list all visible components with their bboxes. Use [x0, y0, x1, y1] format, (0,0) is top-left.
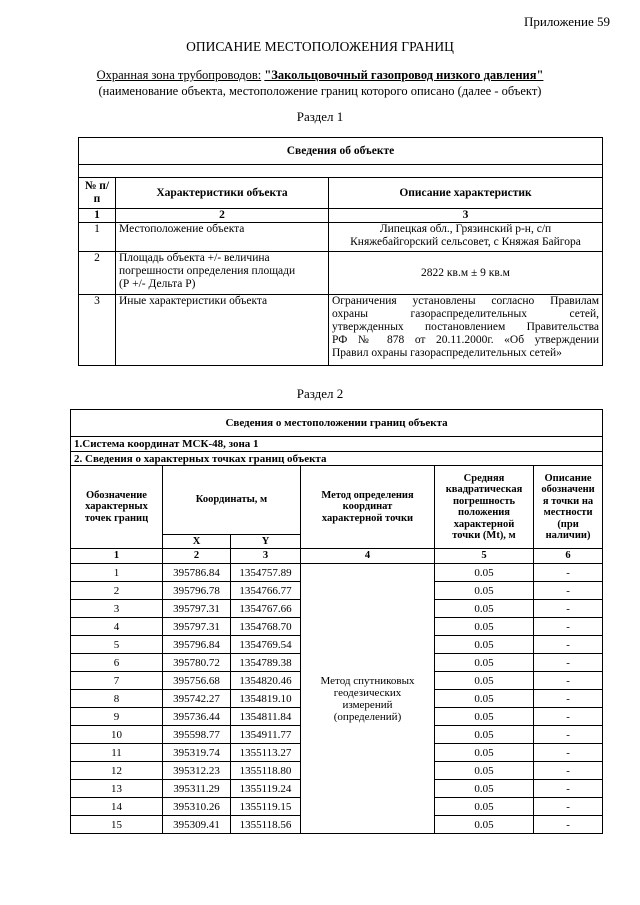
coord-x: 395736.44	[163, 708, 231, 726]
row-description	[329, 223, 603, 252]
coord-y: 1354811.84	[231, 708, 301, 726]
zone-line	[0, 68, 640, 83]
point-error: 0.05	[435, 762, 534, 780]
header-x: X	[163, 535, 231, 549]
point-error: 0.05	[435, 690, 534, 708]
point-description: -	[534, 636, 603, 654]
text-line: (определений)	[333, 710, 402, 723]
col-num: 4	[301, 549, 435, 564]
point-number: 15	[71, 816, 163, 834]
point-description: -	[534, 780, 603, 798]
coord-y: 1354766.77	[231, 582, 301, 600]
zone-note: (наименование объекта, местоположение границ которого описано (далее - объект)	[98, 84, 542, 98]
text-line: Метод спутниковых	[320, 674, 415, 687]
object-info-table	[78, 137, 603, 366]
text-line: обозначени	[541, 484, 595, 495]
point-number: 7	[71, 672, 163, 690]
header-description: Описание характеристик	[329, 178, 603, 209]
point-number: 2	[71, 582, 163, 600]
text-line: Описание	[544, 472, 592, 484]
row-num: 2	[79, 252, 116, 295]
coord-x: 395756.68	[163, 672, 231, 690]
point-description: -	[534, 618, 603, 636]
coord-x: 395312.23	[163, 762, 231, 780]
object-info-title: Сведения об объекте	[79, 138, 603, 165]
coord-x: 395796.84	[163, 636, 231, 654]
zone-label: Охранная зона трубопроводов:	[96, 68, 262, 82]
coord-y: 1355119.15	[231, 798, 301, 816]
section2-title: Раздел 2	[296, 386, 344, 401]
point-description: -	[534, 744, 603, 762]
text-line: я точки на	[542, 495, 594, 507]
point-number: 10	[71, 726, 163, 744]
header-coordinates: Координаты, м	[163, 466, 301, 535]
col-num: 1	[71, 549, 163, 564]
col-num: 5	[435, 549, 534, 564]
coord-x: 395309.41	[163, 816, 231, 834]
point-number: 4	[71, 618, 163, 636]
text-line: точки (Mt), м	[452, 530, 516, 541]
row-num: 3	[79, 295, 116, 366]
text-line: координат	[342, 501, 393, 513]
coord-y: 1354911.77	[231, 726, 301, 744]
text-line: утвержденных постановлением Правительства	[332, 321, 599, 333]
point-description: -	[534, 762, 603, 780]
coord-y: 1354767.66	[231, 600, 301, 618]
text-line: Княжебайгорский сельсовет, с Княжая Байгора	[350, 236, 581, 248]
col-num: 2	[163, 549, 231, 564]
text-line: характерной точки	[321, 512, 414, 524]
point-description: -	[534, 708, 603, 726]
point-number: 3	[71, 600, 163, 618]
section1-title: Раздел 1	[296, 109, 344, 124]
coordinate-system: 1.Система координат МСК-48, зона 1	[71, 437, 603, 452]
row-characteristic: Иные характеристики объекта	[116, 295, 329, 366]
row-description	[329, 295, 603, 366]
coord-x: 395797.31	[163, 618, 231, 636]
coord-x: 395797.31	[163, 600, 231, 618]
col-num: 3	[329, 209, 603, 223]
coord-x: 395319.74	[163, 744, 231, 762]
coord-x: 395598.77	[163, 726, 231, 744]
text-line: местности	[543, 507, 593, 518]
text-line: геодезических	[333, 686, 402, 699]
point-number: 9	[71, 708, 163, 726]
text-line: Средняя	[463, 472, 505, 484]
row-characteristic: Местоположение объекта	[116, 223, 329, 252]
header-designation	[71, 466, 163, 549]
boundary-points-table	[70, 409, 603, 834]
point-description: -	[534, 564, 603, 582]
point-number: 11	[71, 744, 163, 762]
coord-x: 395742.27	[163, 690, 231, 708]
text-line: Метод определения	[321, 489, 414, 501]
point-error: 0.05	[435, 744, 534, 762]
point-description: -	[534, 582, 603, 600]
row-description: 2822 кв.м ± 9 кв.м	[329, 252, 603, 295]
text-line: Липецкая обл., Грязинский р-н, с/п	[379, 223, 552, 235]
point-error: 0.05	[435, 672, 534, 690]
coord-y: 1354819.10	[231, 690, 301, 708]
coord-y: 1355118.56	[231, 816, 301, 834]
text-line: охраны газораспределительных сетей,	[332, 308, 599, 320]
point-error: 0.05	[435, 654, 534, 672]
coord-y: 1354769.54	[231, 636, 301, 654]
col-num: 2	[116, 209, 329, 223]
point-description: -	[534, 798, 603, 816]
text-line: погрешности определения площади	[119, 265, 296, 277]
header-error	[435, 466, 534, 549]
row-num: 1	[79, 223, 116, 252]
point-error: 0.05	[435, 600, 534, 618]
col-num: 3	[231, 549, 301, 564]
zone-name: "Закольцовочный газопровод низкого давления"	[264, 68, 544, 82]
coord-y: 1355119.24	[231, 780, 301, 798]
point-error: 0.05	[435, 564, 534, 582]
boundary-table-title: Сведения о местоположении границ объекта	[71, 410, 603, 437]
text-line: квадратическая	[445, 484, 523, 495]
point-description: -	[534, 672, 603, 690]
table-row	[71, 564, 603, 582]
point-number: 1	[71, 564, 163, 582]
document-title: ОПИСАНИЕ МЕСТОПОЛОЖЕНИЯ ГРАНИЦ	[186, 39, 454, 54]
header-y: Y	[231, 535, 301, 549]
text-line: положения	[458, 507, 510, 518]
coord-y: 1355113.27	[231, 744, 301, 762]
header-method	[301, 466, 435, 549]
point-error: 0.05	[435, 708, 534, 726]
row-characteristic	[116, 252, 329, 295]
point-number: 14	[71, 798, 163, 816]
point-error: 0.05	[435, 726, 534, 744]
coord-x: 395796.78	[163, 582, 231, 600]
point-error: 0.05	[435, 582, 534, 600]
header-description	[534, 466, 603, 549]
text-line: наличии)	[545, 530, 591, 541]
text-line: характерных	[85, 501, 148, 513]
point-description: -	[534, 600, 603, 618]
text-line: РФ № 878 от 20.11.2000г. «Об утверждении	[332, 334, 599, 346]
point-number: 12	[71, 762, 163, 780]
text-line: измерений	[342, 698, 393, 711]
coord-x: 395311.29	[163, 780, 231, 798]
point-number: 8	[71, 690, 163, 708]
point-number: 5	[71, 636, 163, 654]
coord-y: 1354789.38	[231, 654, 301, 672]
point-description: -	[534, 726, 603, 744]
text-line: погрешность	[452, 495, 516, 507]
coord-y: 1354768.70	[231, 618, 301, 636]
point-error: 0.05	[435, 636, 534, 654]
header-characteristic: Характеристики объекта	[116, 178, 329, 209]
coord-y: 1354820.46	[231, 672, 301, 690]
point-description: -	[534, 816, 603, 834]
coord-x: 395780.72	[163, 654, 231, 672]
header-num: № п/п	[79, 178, 116, 209]
text-line: (при	[557, 518, 579, 530]
col-num: 6	[534, 549, 603, 564]
text-line: точек границ	[84, 512, 149, 524]
col-num: 1	[79, 209, 116, 223]
point-error: 0.05	[435, 816, 534, 834]
text-line: Площадь объекта +/- величина	[119, 252, 270, 264]
text-line: характерной	[453, 518, 515, 530]
text-line: Правил охраны газораспределительных сетей»	[332, 347, 562, 359]
coord-x: 395786.84	[163, 564, 231, 582]
coord-x: 395310.26	[163, 798, 231, 816]
point-error: 0.05	[435, 780, 534, 798]
point-description: -	[534, 654, 603, 672]
spacer-row	[79, 165, 603, 178]
point-number: 13	[71, 780, 163, 798]
point-error: 0.05	[435, 618, 534, 636]
point-error: 0.05	[435, 798, 534, 816]
text-line: (Р +/- Дельта Р)	[119, 278, 196, 290]
points-title: 2. Сведения о характерных точках границ объекта	[71, 452, 603, 466]
appendix-label: Приложение 59	[523, 14, 610, 29]
point-number: 6	[71, 654, 163, 672]
coord-y: 1355118.80	[231, 762, 301, 780]
point-description: -	[534, 690, 603, 708]
method-cell	[301, 564, 435, 834]
text-line: Ограничения установлены согласно Правилам	[332, 295, 599, 307]
text-line: Обозначение	[86, 489, 147, 501]
coord-y: 1354757.89	[231, 564, 301, 582]
